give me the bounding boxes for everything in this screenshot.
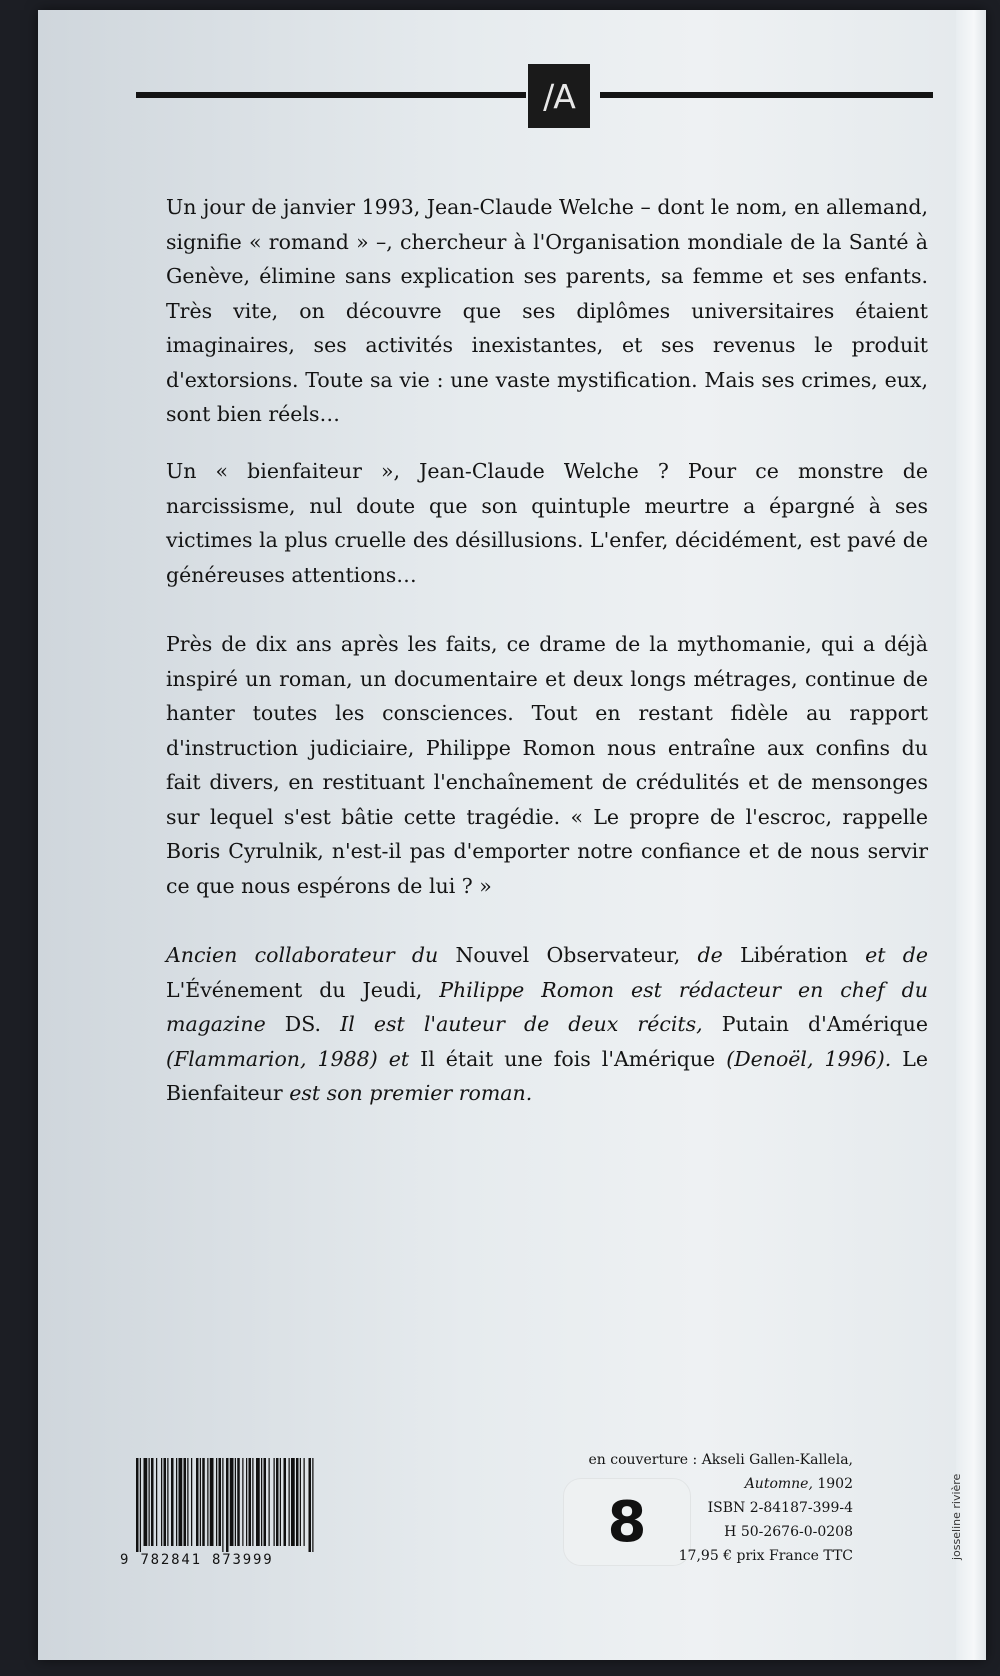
credit-line-2: Automne, 1902 [744,1476,853,1492]
barcode-bar [149,1458,150,1546]
barcode-bar [284,1458,287,1546]
barcode-bars [136,1458,314,1552]
header-rule-right [600,92,933,98]
publisher-logo: /A [528,64,590,128]
barcode-number: 9 782841 873999 [120,1552,274,1568]
barcode-bar [246,1458,247,1546]
barcode-bar [269,1458,270,1546]
barcode-bar [280,1458,281,1546]
cover-edge [956,10,986,1660]
barcode-bar [222,1458,223,1552]
barcode-bar [289,1458,290,1546]
price-sticker: 8 [563,1478,691,1566]
barcode-bar [144,1458,148,1546]
barcode-bar [249,1458,252,1546]
barcode-bar [191,1458,192,1546]
cover-credits [589,1448,853,1568]
barcode-bar [300,1458,301,1546]
barcode-bar [230,1458,234,1546]
barcode-bar [187,1458,188,1546]
barcode-bar [196,1458,199,1546]
isbn: ISBN 2-84187-399-4 [707,1500,853,1516]
barcode-bar [176,1458,177,1546]
barcode-bar [256,1458,260,1546]
blurb-paragraph-3: Près de dix ans après les faits, ce drame de la mythomanie, qui a déjà inspiré un roman, un documentaire et deux longs métrages, continue de hanter toutes les consciences. Tout en restant fidèle au rapport d'instruction judiciaire, Philippe Romon nous entraîne aux confins du fait divers, en restituant l'enchaînement de crédulités et de mensonges sur lequel s'est bâtie cette tragédie. « Le propre de l'escroc, rappelle Boris Cyrulnik, n'est-il pas d'emporter notre confiance et de nous servir ce que nous espérons de lui ? » [166,632,928,898]
barcode-bar [179,1458,183,1546]
barcode-bar [276,1458,279,1546]
barcode-bar [264,1458,267,1546]
barcode-bar [291,1458,295,1546]
barcode-bar [136,1458,139,1552]
barcode-bar [184,1458,187,1546]
author-bio: Ancien collaborateur du Nouvel Observateur, de Libération et de L'Événement du Jeudi, Philippe Romon est rédacteur en chef du magazine DS. Il est l'auteur de deux récits, Putain d'Amérique (Flammarion, 1988) et Il était une fois l'Amérique (Denoël, 1996). Le Bienfaiteur est son premier roman. [166,943,929,1105]
barcode [136,1458,314,1552]
price: 17,95 € prix France TTC [678,1548,853,1564]
barcode-bar [161,1458,162,1546]
barcode-bar [167,1458,168,1546]
credit-line-1: en couverture : Akseli Gallen-Kallela, [588,1452,853,1468]
barcode-bar [200,1458,201,1546]
barcode-bar [140,1458,141,1552]
barcode-bar [164,1458,167,1546]
barcode-bar [304,1458,305,1546]
barcode-bar [274,1458,275,1546]
barcode-bar [312,1458,313,1552]
barcode-bar [202,1458,205,1546]
barcode-bar [235,1458,236,1546]
book-back-cover [38,10,986,1660]
barcode-bar [237,1458,240,1546]
header-rule-left [136,92,526,98]
barcode-bar [242,1458,243,1546]
photo-credit: josseline rivière [950,1473,963,1560]
barcode-bar [226,1458,229,1552]
barcode-bar [261,1458,262,1546]
product-code: H 50-2676-0-0208 [724,1524,853,1540]
barcode-bar [309,1458,312,1552]
barcode-bar [219,1458,222,1546]
barcode-bar [216,1458,217,1546]
barcode-bar [210,1458,214,1546]
barcode-bar [207,1458,208,1546]
barcode-bar [252,1458,253,1546]
barcode-bar [151,1458,154,1546]
barcode-bar [296,1458,299,1546]
barcode-bar [156,1458,157,1546]
blurb-paragraph-1: Un jour de janvier 1993, Jean-Claude Welche – dont le nom, en allemand, signifie « romand » –, chercheur à l'Organisation mondiale de la Santé à Genève, élimine sans explication ses parents, sa femme et ses enfants. Très vite, on découvre que ses diplômes universitaires étaient imaginaires, ses activités inexistantes, et ses revenus le produit d'extorsions. Toute sa vie : une vaste mystification. Mais ses crimes, eux, sont bien réels… [166,195,928,426]
blurb-paragraph-2: Un « bienfaiteur », Jean-Claude Welche ? Pour ce monstre de narcissisme, nul doute que son quintuple meurtre a épargné à ses victimes la plus cruelle des désillusions. L'enfer, décidément, est pavé de généreuses attentions… [166,459,928,587]
barcode-bar [171,1458,174,1546]
